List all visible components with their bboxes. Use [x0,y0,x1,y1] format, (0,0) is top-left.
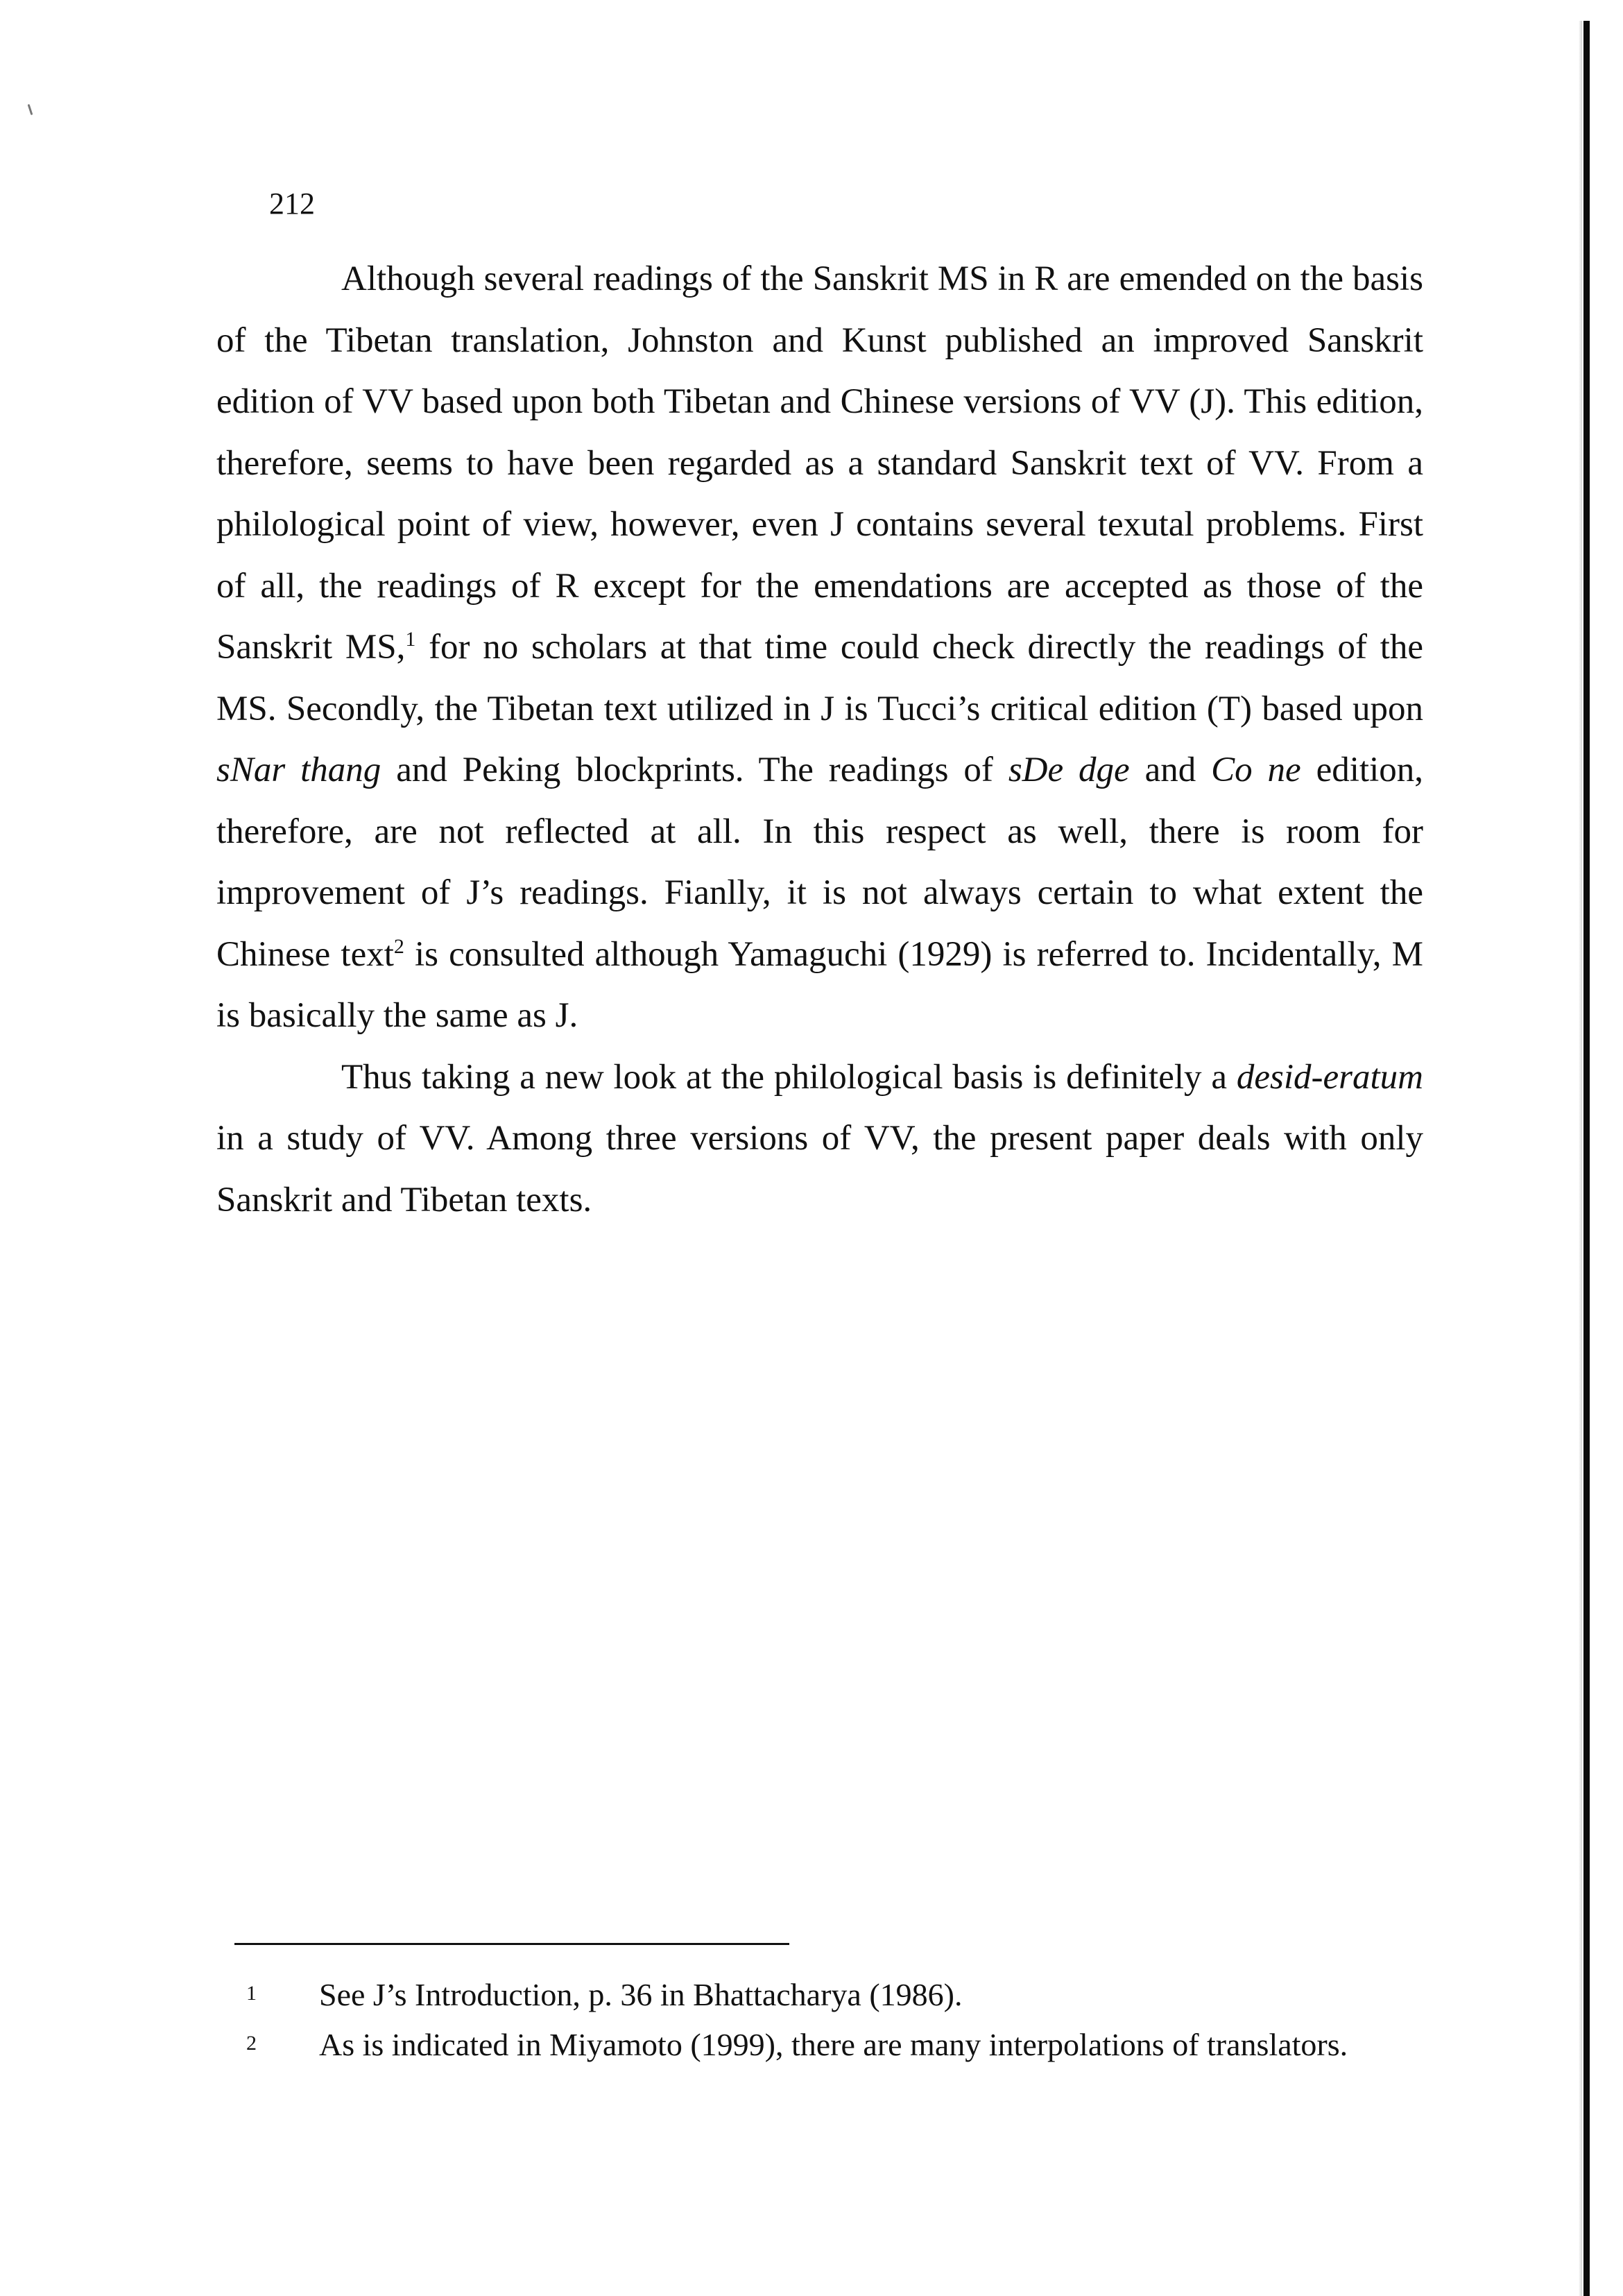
text-run: and Peking blockprints. The readings of [381,751,1008,789]
scan-speck [28,104,33,115]
scan-edge-shadow [1579,21,1582,2296]
footnote-text: See J’s Introduction, p. 36 in Bhattacharya (1986). [319,1977,963,2012]
text-run: and [1129,751,1212,789]
footnote-mark: 1 [246,1982,257,2005]
paragraph-2 [216,1047,1423,1231]
italic-term: sDe dge [1008,751,1130,789]
footnote-separator [234,1943,789,1945]
footnote-1 [246,1972,1495,2022]
body-text [216,248,1423,1231]
footnotes [246,1972,1495,2072]
text-run: is consulted although Yamaguchi (1929) is referred to. Incidentally, M is basically the same as J. [216,934,1424,1035]
text-run: Although several readings of the Sanskrit MS in R are emended on the basis of the Tibetan translation, Johnston and Kunst published an improved Sanskrit edition of VV based upon both Tibetan and Chinese versions of VV (J). This edition, therefore, seems to have been regarded as a standard Sanskrit text of VV. From a philological point of view, however, even J contains several texutal problems. First of all, the readings of R except for the emendations are accepted as those of the Sanskrit MS, [216,259,1423,667]
text-run: Thus taking a new look at the philological basis is definitely a [341,1057,1237,1097]
paragraph-1 [216,248,1423,1047]
footnote-2 [246,2022,1495,2072]
text-run: edition, therefore, are not reflected at all. In this respect as well, there is room for improvement of J’s readings. Fianlly, it is not always certain to what extent the Chinese text [216,751,1423,974]
footnote-text: As is indicated in Miyamoto (1999), there are many interpolations of translators. [319,2027,1348,2062]
page-number: 212 [269,187,315,221]
footnote-mark: 2 [246,2032,257,2055]
italic-term: desid-eratum [1236,1057,1423,1097]
italic-term: sNar thang [216,751,381,789]
text-run: in a study of VV. Among three versions of VV, the present paper deals with only Sanskrit and Tibetan texts. [216,1119,1423,1219]
text-run: for no scholars at that time could check directly the readings of the MS. Secondly, the Tibetan text utilized in J is Tucci’s critical edition (T) based upon [216,628,1424,728]
italic-term: Co ne [1211,751,1301,789]
footnote-ref: 2 [393,934,404,958]
footnote-ref: 1 [405,628,416,651]
scan-edge [1583,21,1590,2296]
